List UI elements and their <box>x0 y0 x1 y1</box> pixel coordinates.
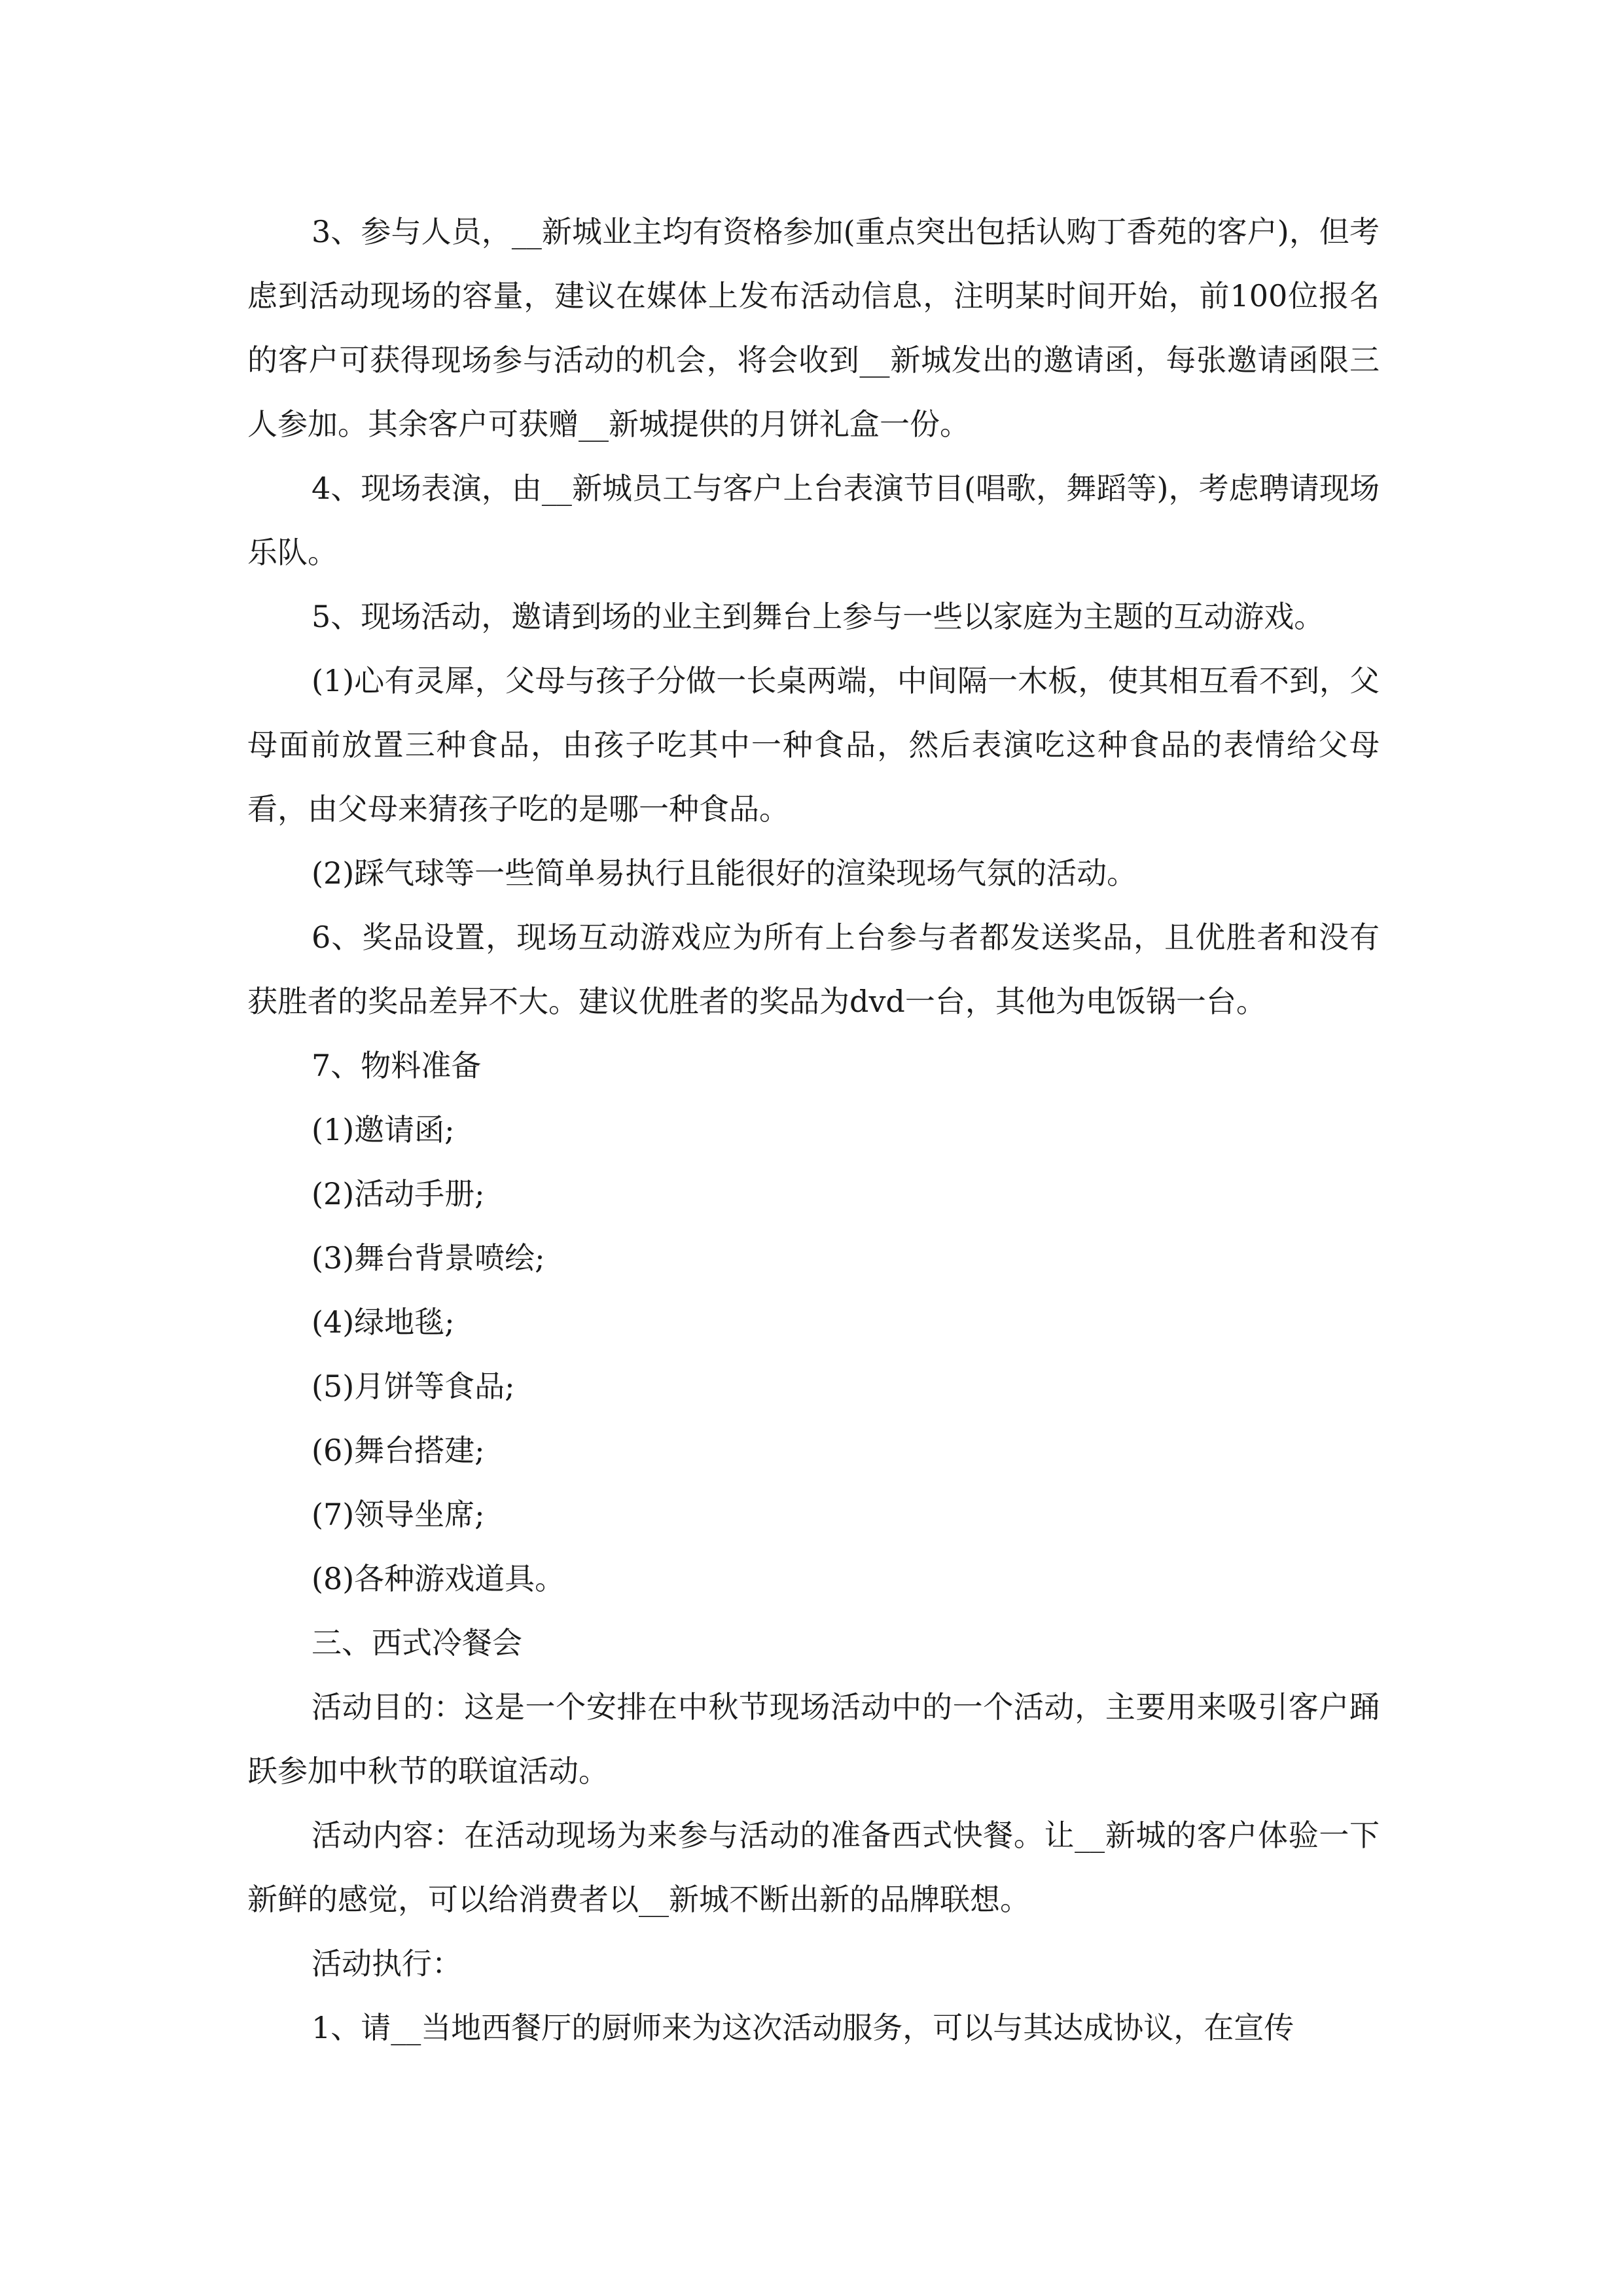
paragraph-game-telepathy: (1)心有灵犀，父母与孩子分做一长桌两端，中间隔一木板，使其相互看不到，父母面前放置三种食品，由孩子吃其中一种食品，然后表演吃这种食品的表情给父母看，由父母来猜孩子吃的是哪一种食品。 <box>247 663 1380 827</box>
paragraph-game-balloons: (2)踩气球等一些简单易执行且能很好的渲染现场气氛的活动。 <box>312 855 1137 891</box>
paragraph-onsite-activities: 5、现场活动，邀请到场的业主到舞台上参与一些以家庭为主题的互动游戏。 <box>312 599 1325 634</box>
section-heading: 三、西式冷餐会 <box>312 1625 522 1660</box>
paragraph-execution-heading: 活动执行： <box>312 1946 462 1981</box>
paragraph-execution-step-1: 1、请__当地西餐厅的厨师来为这次活动服务，可以与其达成协议，在宣传 <box>312 2010 1294 2045</box>
list-item: (5)月饼等食品; <box>312 1369 515 1404</box>
list-item: (2)活动手册; <box>312 1176 485 1211</box>
paragraph-content: 活动内容：在活动现场为来参与活动的准备西式快餐。让__新城的客户体验一下新鲜的感觉，可以给消费者以__新城不断出新的品牌联想。 <box>247 1818 1380 1917</box>
document-body <box>247 200 1380 2060</box>
list-item: (6)舞台搭建; <box>312 1433 485 1468</box>
paragraph-performance: 4、现场表演，由__新城员工与客户上台表演节目(唱歌，舞蹈等)，考虑聘请现场乐队。 <box>247 471 1380 570</box>
list-item: (3)舞台背景喷绘; <box>312 1240 545 1276</box>
list-item: (8)各种游戏道具。 <box>312 1561 565 1596</box>
list-item: (1)邀请函; <box>312 1112 455 1147</box>
paragraph-participants: 3、参与人员，__新城业主均有资格参加(重点突出包括认购丁香苑的客户)，但考虑到活动现场的容量，建议在媒体上发布活动信息，注明某时间开始，前100位报名的客户可获得现场参与活动的机会，将会收到__新城发出的邀请函，每张邀请函限三人参加。其余客户可获赠__新城提供的月饼礼盒一份。 <box>247 214 1380 442</box>
paragraph-purpose: 活动目的：这是一个安排在中秋节现场活动中的一个活动，主要用来吸引客户踊跃参加中秋节的联谊活动。 <box>247 1689 1380 1789</box>
list-item: (4)绿地毯; <box>312 1304 455 1340</box>
paragraph-materials-heading: 7、物料准备 <box>312 1048 482 1083</box>
paragraph-prizes: 6、奖品设置，现场互动游戏应为所有上台参与者都发送奖品，且优胜者和没有获胜者的奖品差异不大。建议优胜者的奖品为dvd一台，其他为电饭锅一台。 <box>247 920 1380 1019</box>
list-item: (7)领导坐席; <box>312 1497 485 1532</box>
